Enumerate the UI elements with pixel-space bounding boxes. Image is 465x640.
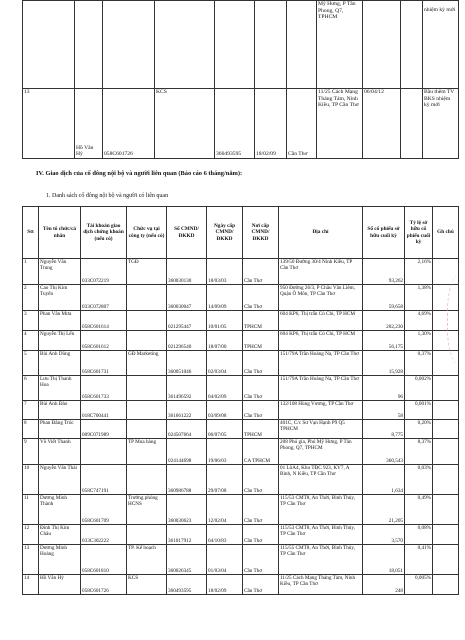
cell-stt: 9 — [23, 439, 39, 465]
cell-name: Phan Đăng Trúc — [39, 420, 81, 439]
cell-id: 021295447 — [167, 311, 207, 331]
cell-name: Hồ Văn Hỷ — [75, 89, 103, 159]
cell-note — [433, 495, 459, 525]
cell-reason: Bầu thêm TV BKS nhiệm kỳ mới — [423, 89, 459, 159]
cell-id: 360030047 — [167, 285, 207, 311]
cell-id: 024507664 — [167, 420, 207, 439]
cell-position: TGĐ — [127, 259, 167, 285]
cell-place: TPHCM — [243, 331, 279, 351]
table-row — [23, 525, 459, 545]
cell-ratio: 0,41% — [405, 545, 433, 575]
cell-shares: 202,230 — [363, 311, 405, 331]
cell-note — [433, 575, 459, 595]
insider-list-table — [22, 206, 459, 595]
header-place: Nơi cấp CMND/ ĐKKD — [243, 207, 279, 259]
header-position: Chức vụ tại công ty (nếu có) — [127, 207, 167, 259]
cell-account: 033C072219 — [81, 259, 127, 285]
cell-address: 11/25 Cách Mạng Tháng Tám, Ninh Kiều, TP Cần Thơ — [279, 575, 363, 595]
cell-stt: 6 — [23, 376, 39, 401]
cell-name: Đinh Thị Kim Châu — [39, 525, 81, 545]
cell-date: 18/03/03 — [207, 259, 243, 285]
section-heading: IV. Giao dịch của cổ đông nội bộ và người liên quan (Báo cáo 6 tháng/năm): — [36, 170, 243, 177]
header-row — [23, 207, 459, 259]
cell-id: 360030130 — [167, 259, 207, 285]
cell-account: 058C601726 — [81, 575, 127, 595]
cell-place: Cần Thơ — [243, 495, 279, 525]
cell-address: 132/108 Hùng Vương, TP Cần Thơ — [279, 401, 363, 420]
cell-ratio: 0,03% — [405, 465, 433, 495]
cell-id — [215, 1, 255, 89]
cell-account: 058C601709 — [81, 495, 127, 525]
cell-name: Bùi Anh Đào — [39, 401, 81, 420]
cell-date: 01/03/04 — [207, 545, 243, 575]
cell-shares: 1,634 — [363, 465, 405, 495]
cell-id: 361661222 — [167, 401, 207, 420]
header-address: Địa chỉ — [279, 207, 363, 259]
cell-note — [433, 401, 459, 420]
cell-stt: 13 — [23, 89, 75, 159]
cell-date: 03/09/08 — [207, 401, 243, 420]
cell-stt: 1 — [23, 259, 39, 285]
cell-shares: 18,051 — [363, 545, 405, 575]
cell-account: 058C601612 — [81, 331, 127, 351]
table-row — [23, 259, 459, 285]
cell-name: Nguyễn Văn Thái — [39, 465, 81, 495]
cell-time — [363, 1, 401, 89]
cell-ratio: 1,30% — [405, 331, 433, 351]
cell-stt — [23, 1, 75, 89]
cell-date — [255, 1, 287, 89]
cell-position — [127, 285, 167, 311]
cell-ratio: 0,001% — [405, 401, 433, 420]
cell-place: Cần Thơ — [243, 351, 279, 376]
table-row — [23, 331, 459, 351]
cell-position: KCS — [127, 575, 167, 595]
cell-place: CA TPHCM — [243, 439, 279, 465]
cell-stt: 7 — [23, 401, 39, 420]
cell-note — [433, 545, 459, 575]
cell-address: 139/50 Đường 30/4 Ninh Kiều, TP Cần Thơ — [279, 259, 363, 285]
cell-name: Bùi Anh Dũng — [39, 351, 81, 376]
cell-address: Mỹ Hưng, P Tân Phong, Q7, TPHCM — [317, 1, 363, 89]
cell-note — [433, 439, 459, 465]
header-stt: Stt — [23, 207, 39, 259]
cell-account: 033C302222 — [81, 525, 127, 545]
cell-date: 14/09/09 — [207, 285, 243, 311]
table-row — [23, 89, 459, 159]
cell-empty — [401, 1, 423, 89]
table-row — [23, 439, 459, 465]
cell-shares: 3,570 — [363, 525, 405, 545]
red-stamp-mark — [447, 275, 465, 365]
cell-time: 06/04/12 — [363, 89, 401, 159]
table-row — [23, 575, 459, 595]
cell-date: 06/07/05 — [207, 420, 243, 439]
cell-account: 018C700441 — [81, 401, 127, 420]
cell-position — [127, 420, 167, 439]
cell-place: Cần Thơ — [243, 465, 279, 495]
cell-position — [127, 331, 167, 351]
cell-account: 058C747191 — [81, 465, 127, 495]
cell-position — [127, 465, 167, 495]
cell-position: TP Mua hàng — [127, 439, 167, 465]
cell-stt: 3 — [23, 311, 39, 331]
cell-date: 18/07/00 — [207, 331, 243, 351]
cell-stt: 5 — [23, 351, 39, 376]
cell-note — [433, 525, 459, 545]
cell-ratio: 0,20% — [405, 420, 433, 439]
cell-note — [433, 376, 459, 401]
cell-stt: 2 — [23, 285, 39, 311]
cell-id: 021296540 — [167, 331, 207, 351]
cell-position — [127, 311, 167, 331]
cell-place: Cần Thơ — [243, 525, 279, 545]
cell-place — [287, 1, 317, 89]
cell-address: 401C, C/c Sư Vạn Hạnh P9 Q5 TPHCM — [279, 420, 363, 439]
cell-address: 115/53 CMT8, An Thới, Bình Thủy, TP Cần Thơ — [279, 525, 363, 545]
cell-address: 115/55 CMT8, An Thới, Bình Thủy, TP Cần Thơ — [279, 545, 363, 575]
cell-id: 360493595 — [215, 89, 255, 159]
header-shares: Số cổ phiếu sở hữu cuối kỳ — [363, 207, 405, 259]
cell-account — [81, 439, 127, 465]
cell-account: 009C071989 — [81, 420, 127, 439]
cell-date: 29/07/08 — [207, 465, 243, 495]
table-row — [23, 285, 459, 311]
table-row — [23, 495, 459, 525]
cell-date: 12/02/04 — [207, 495, 243, 525]
cell-name: Lưu Thị Thanh Hoa — [39, 376, 81, 401]
cell-id: 360493595 — [167, 575, 207, 595]
cell-account: 058C601733 — [81, 376, 127, 401]
cell-position — [155, 1, 215, 89]
cell-date: 04/02/09 — [207, 376, 243, 401]
cell-ratio: 0,005% — [405, 575, 433, 595]
cell-date: 04/10/83 — [207, 525, 243, 545]
cell-shares: 58 — [363, 401, 405, 420]
cell-name — [75, 1, 103, 89]
cell-position: GĐ Marketing — [127, 351, 167, 376]
cell-place: TPHCM — [243, 311, 279, 331]
header-name: Tên tổ chức/cá nhân — [39, 207, 81, 259]
cell-address: 208 Phú gia, Phú Mỹ Hưng, P Tân Phong, Q7, TPHCM — [279, 439, 363, 465]
cell-place: Cần Thơ — [243, 259, 279, 285]
cell-ratio: 2,16% — [405, 259, 433, 285]
cell-place: Cần Thơ — [243, 401, 279, 420]
cell-reason: nhiệm kỳ mới — [423, 1, 459, 89]
cell-position: TP. Kế hoạch — [127, 545, 167, 575]
cell-place: Cần Thơ — [287, 89, 317, 159]
cell-name: Võ Viết Thanh — [39, 439, 81, 465]
cell-account: 058C601731 — [81, 351, 127, 376]
table-row — [23, 420, 459, 439]
table-row — [23, 351, 459, 376]
table-row — [23, 1, 459, 89]
cell-date: 18/02/09 — [207, 575, 243, 595]
cell-name: Hồ Văn Hỷ — [39, 575, 81, 595]
cell-stt: 11 — [23, 495, 39, 525]
cell-address: 604 KP6, Thị trấn Củ Chi, TP HCM — [279, 331, 363, 351]
cell-position: Trưởng phòng HCNS — [127, 495, 167, 525]
cell-address: 115/53 CMT8, An Thới, Bình Thủy, TP Cần Thơ — [279, 495, 363, 525]
cell-date: 02/03/04 — [207, 351, 243, 376]
cell-ratio: 0,08% — [405, 525, 433, 545]
cell-shares: 93,262 — [363, 259, 405, 285]
table-row — [23, 465, 459, 495]
cell-shares: 15,928 — [363, 351, 405, 376]
cell-account: 033C072807 — [81, 285, 127, 311]
cell-address: 151/79A Trần Hoàng Na, TP Cần Thơ — [279, 351, 363, 376]
cell-id: 024144698 — [167, 439, 207, 465]
cell-ratio: 8,37% — [405, 439, 433, 465]
cell-stt: 13 — [23, 545, 39, 575]
cell-place: Cần Thơ — [243, 545, 279, 575]
cell-name: Nguyễn Thị Lến — [39, 331, 81, 351]
cell-name: Dương Minh Thành — [39, 495, 81, 525]
continuation-table — [22, 0, 459, 159]
table-row — [23, 401, 459, 420]
cell-address: 11/25 Cách Mạng Tháng Tám, Ninh Kiều, TP Cần Thơ — [317, 89, 363, 159]
cell-note — [433, 420, 459, 439]
cell-place: TPHCM — [243, 420, 279, 439]
cell-address: 01 LôA4, Khu TĐC 923, KV7, A Bình, N Kiều, TP Cần Thơ — [279, 465, 363, 495]
cell-ratio: 0,49% — [405, 495, 433, 525]
cell-date: 18/02/09 — [255, 89, 287, 159]
cell-position — [127, 401, 167, 420]
cell-id: 360026345 — [167, 545, 207, 575]
cell-ratio: 0,37% — [405, 351, 433, 376]
cell-position — [127, 525, 167, 545]
header-id: Số CMND/ ĐKKD — [167, 207, 207, 259]
cell-shares: 248 — [363, 575, 405, 595]
cell-address: 950 Đường 26/3, P Châu Văn Liêm, Quận Ô Môn, TP Cần Thơ — [279, 285, 363, 311]
cell-shares: 56,175 — [363, 331, 405, 351]
cell-name: Dương Minh Hoàng — [39, 545, 81, 575]
cell-account: 058C601810 — [81, 545, 127, 575]
cell-stt: 12 — [23, 525, 39, 545]
cell-name: Cao Thị Kim Tuyến — [39, 285, 81, 311]
cell-shares: 21,205 — [363, 495, 405, 525]
header-date: Ngày cấp CMND/ ĐKKD — [207, 207, 243, 259]
cell-shares: 96 — [363, 376, 405, 401]
cell-ratio: 0,002% — [405, 376, 433, 401]
cell-id: 360051046 — [167, 351, 207, 376]
table-row — [23, 311, 459, 331]
cell-shares: 59,658 — [363, 285, 405, 311]
cell-note — [433, 465, 459, 495]
cell-place: Cần Thơ — [243, 285, 279, 311]
cell-date: 10/01/05 — [207, 311, 243, 331]
cell-stt: 4 — [23, 331, 39, 351]
cell-empty — [401, 89, 423, 159]
cell-shares: 360,543 — [363, 439, 405, 465]
cell-id: 360030623 — [167, 495, 207, 525]
sub-heading: 1. Danh sách cổ đông nội bộ và người có liên quan — [46, 193, 169, 199]
table-row — [23, 545, 459, 575]
cell-position — [127, 376, 167, 401]
header-account: Tài khoản giao dịch chứng khoán (nếu có) — [81, 207, 127, 259]
cell-name: Nguyễn Văn Trung — [39, 259, 81, 285]
cell-place: Cần Thơ — [243, 575, 279, 595]
cell-stt: 14 — [23, 575, 39, 595]
cell-stt: 10 — [23, 465, 39, 495]
cell-account: 058C601614 — [81, 311, 127, 331]
header-note: Gh chú — [433, 207, 459, 259]
cell-date: 19/06/03 — [207, 439, 243, 465]
cell-account — [103, 1, 155, 89]
cell-ratio: 4,69% — [405, 311, 433, 331]
header-ratio: Tỷ lệ sở hữu cổ phiếu cuối kỳ — [405, 207, 433, 259]
cell-name: Phan Văn Mưa — [39, 311, 81, 331]
cell-shares: 8,775 — [363, 420, 405, 439]
cell-place: Cần Thơ — [243, 376, 279, 401]
cell-ratio: 1,38% — [405, 285, 433, 311]
cell-account: 058C601726 — [103, 89, 155, 159]
cell-address: 151/79A Trần Hoàng Na, TP Cần Thơ — [279, 376, 363, 401]
cell-position: KCS — [155, 89, 215, 159]
cell-address: 604 KP6, Thị trấn Củ Chi, TP HCM — [279, 311, 363, 331]
cell-id: 361017912 — [167, 525, 207, 545]
table-row — [23, 376, 459, 401]
cell-stt: 8 — [23, 420, 39, 439]
cell-id: 360986788 — [167, 465, 207, 495]
cell-id: 361496592 — [167, 376, 207, 401]
